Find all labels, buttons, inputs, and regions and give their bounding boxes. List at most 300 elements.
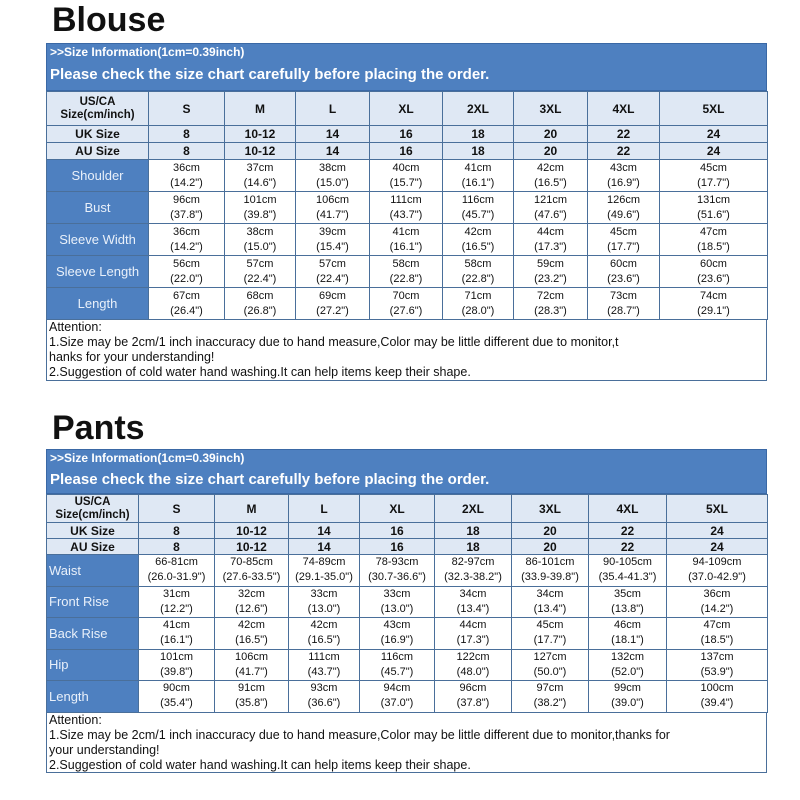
inch-value: (28.3") xyxy=(534,304,567,317)
measure-row xyxy=(47,681,768,713)
cm-value: 121cm xyxy=(533,193,568,206)
inch-value: (18.1") xyxy=(611,634,644,647)
cm-value: 94cm xyxy=(383,682,411,695)
inch-value: (12.6") xyxy=(235,602,268,615)
cm-value: 39cm xyxy=(319,225,346,238)
measure-cell xyxy=(512,555,589,587)
measure-cell xyxy=(139,555,215,587)
measure-cell xyxy=(215,586,289,618)
au-size-row xyxy=(47,539,768,555)
cm-value: 42cm xyxy=(310,619,338,632)
inch-value: (14.2") xyxy=(170,176,203,189)
inch-value: (38.2") xyxy=(533,697,567,710)
cm-value: 45cm xyxy=(536,619,564,632)
inch-value: (16.1") xyxy=(389,240,423,253)
measure-row xyxy=(47,224,768,256)
size-cell: 10-12 xyxy=(225,143,296,160)
inch-value: (37.0") xyxy=(380,697,414,710)
measure-cell xyxy=(360,586,435,618)
measure-cell xyxy=(588,192,660,224)
measure-cell xyxy=(360,681,435,713)
measure-cell xyxy=(225,160,296,192)
inch-value: (14.6") xyxy=(243,176,277,189)
us-size-label: US/CA Size(cm/inch) xyxy=(47,495,139,523)
size-cell: 14 xyxy=(289,539,360,555)
measure-cell xyxy=(660,160,768,192)
measure-cell xyxy=(289,586,360,618)
measure-row xyxy=(47,618,768,650)
cm-value: 58cm xyxy=(464,257,492,270)
cm-value: 57cm xyxy=(246,257,274,270)
measure-row xyxy=(47,160,768,192)
measure-cell xyxy=(215,555,289,587)
pants-size-table xyxy=(46,494,768,713)
cm-value: 74cm xyxy=(700,289,727,302)
measure-cell xyxy=(296,160,370,192)
measure-row xyxy=(47,555,768,587)
measure-cell xyxy=(443,224,514,256)
attention-line: your understanding! xyxy=(49,742,160,757)
inch-value: (45.7") xyxy=(461,208,495,221)
measure-cell xyxy=(667,618,768,650)
inch-value: (23.6") xyxy=(607,272,640,285)
size-cell: 22 xyxy=(588,126,660,143)
inch-value: (28.0") xyxy=(461,304,495,317)
measure-cell xyxy=(149,160,225,192)
measure-cell xyxy=(435,618,512,650)
size-cell: 18 xyxy=(435,523,512,539)
inch-value: (14.2") xyxy=(700,602,734,615)
measure-cell xyxy=(588,160,660,192)
check-notice: Please check the size chart carefully before placing the order. xyxy=(50,471,490,488)
measure-label: Front Rise xyxy=(47,586,139,618)
measure-cell xyxy=(435,649,512,681)
measure-cell xyxy=(660,288,768,320)
cm-value: 42cm xyxy=(537,161,564,174)
cm-value: 34cm xyxy=(536,587,564,600)
inch-value: (13.8") xyxy=(611,602,644,615)
measure-cell xyxy=(139,586,215,618)
inch-value: (26.8") xyxy=(243,304,277,317)
cm-value: 90-105cm xyxy=(603,556,652,569)
cm-value: 127cm xyxy=(533,650,567,663)
measure-cell xyxy=(139,649,215,681)
size-cell: 14 xyxy=(289,523,360,539)
size-cell: 14 xyxy=(296,126,370,143)
inch-value: (26.0-31.9") xyxy=(147,571,206,584)
measure-cell xyxy=(512,681,589,713)
measure-cell xyxy=(215,681,289,713)
inch-value: (23.6") xyxy=(697,272,730,285)
size-cell: 16 xyxy=(370,126,443,143)
measure-label: Hip xyxy=(47,649,139,681)
cm-value: 90cm xyxy=(163,682,190,695)
measure-cell xyxy=(514,160,588,192)
size-cell: 14 xyxy=(296,143,370,160)
cm-value: 111cm xyxy=(390,193,422,206)
cm-value: 106cm xyxy=(315,193,350,206)
measure-cell xyxy=(149,288,225,320)
inch-value: (47.6") xyxy=(534,208,567,221)
size-cell: 20 xyxy=(512,523,589,539)
cm-value: 38cm xyxy=(319,161,346,174)
cm-value: 41cm xyxy=(464,161,492,174)
inch-value: (17.7") xyxy=(697,176,730,189)
inch-value: (48.0") xyxy=(456,665,490,678)
cm-value: 72cm xyxy=(537,289,564,302)
cm-value: 86-101cm xyxy=(525,556,575,569)
size-cell: 4XL xyxy=(589,495,667,523)
size-cell: XL xyxy=(370,92,443,126)
inch-value: (39.8") xyxy=(243,208,277,221)
inch-value: (17.7") xyxy=(607,240,640,253)
cm-value: 126cm xyxy=(606,193,641,206)
inch-value: (39.0") xyxy=(611,697,644,710)
inch-value: (13.4") xyxy=(533,602,567,615)
cm-value: 96cm xyxy=(173,193,200,206)
pants-measure-rows xyxy=(47,555,768,713)
measure-cell xyxy=(435,555,512,587)
inch-value: (16.5") xyxy=(307,634,341,647)
size-cell: L xyxy=(289,495,360,523)
cm-value: 101cm xyxy=(159,650,194,663)
measure-cell xyxy=(139,618,215,650)
measure-cell xyxy=(289,618,360,650)
size-cell: 20 xyxy=(512,539,589,555)
measure-cell xyxy=(589,649,667,681)
cm-value: 58cm xyxy=(392,257,420,270)
cm-value: 59cm xyxy=(537,257,564,270)
measure-cell xyxy=(296,192,370,224)
inch-value: (52.0") xyxy=(611,665,644,678)
measure-row xyxy=(47,256,768,288)
measure-cell xyxy=(589,681,667,713)
cm-value: 36cm xyxy=(703,587,731,600)
cm-value: 32cm xyxy=(238,587,265,600)
measure-cell xyxy=(370,256,443,288)
cm-value: 36cm xyxy=(173,161,200,174)
inch-value: (32.3-38.2") xyxy=(444,571,502,584)
size-cell: 18 xyxy=(435,539,512,555)
size-info-line: >>Size Information(1cm=0.39inch) xyxy=(50,45,245,59)
inch-value: (16.1") xyxy=(461,176,495,189)
inch-value: (15.4") xyxy=(316,240,349,253)
inch-value: (15.0") xyxy=(243,240,277,253)
measure-cell xyxy=(589,555,667,587)
size-cell: 24 xyxy=(667,523,768,539)
size-cell: 4XL xyxy=(588,92,660,126)
inch-value: (35.8") xyxy=(235,697,268,710)
attention-line: 1.Size may be 2cm/1 inch inaccuracy due to hand measure,Color may be little different due to monitor,thanks for xyxy=(49,727,670,742)
cm-value: 101cm xyxy=(243,193,277,206)
cm-value: 106cm xyxy=(234,650,269,663)
size-cell: 18 xyxy=(443,126,514,143)
size-cell: 2XL xyxy=(443,92,514,126)
cm-value: 68cm xyxy=(246,289,274,302)
cm-value: 33cm xyxy=(383,587,411,600)
inch-value: (43.7") xyxy=(389,208,423,221)
pants-size-chart xyxy=(46,449,767,773)
cm-value: 42cm xyxy=(238,619,265,632)
measure-cell xyxy=(443,256,514,288)
cm-value: 57cm xyxy=(319,257,346,270)
measure-cell xyxy=(370,160,443,192)
measure-row xyxy=(47,586,768,618)
blouse-chart-header xyxy=(46,43,767,91)
attention-heading: Attention: xyxy=(49,712,102,727)
size-cell: XL xyxy=(360,495,435,523)
cm-value: 41cm xyxy=(163,619,190,632)
au-size-label: AU Size xyxy=(47,539,139,555)
size-cell: 3XL xyxy=(514,92,588,126)
cm-value: 43cm xyxy=(610,161,637,174)
inch-value: (14.2") xyxy=(170,240,203,253)
cm-value: 38cm xyxy=(246,225,274,238)
au-size-label: AU Size xyxy=(47,143,149,160)
inch-value: (18.5") xyxy=(700,634,734,647)
inch-value: (16.5") xyxy=(534,176,567,189)
uk-size-label: UK Size xyxy=(47,126,149,143)
size-cell: 8 xyxy=(149,143,225,160)
measure-cell xyxy=(443,192,514,224)
cm-value: 69cm xyxy=(319,289,346,302)
size-cell: 16 xyxy=(370,143,443,160)
cm-value: 47cm xyxy=(703,619,731,632)
size-cell: 22 xyxy=(589,523,667,539)
cm-value: 47cm xyxy=(700,225,727,238)
inch-value: (28.7") xyxy=(607,304,640,317)
cm-value: 93cm xyxy=(310,682,338,695)
us-size-label: US/CA Size(cm/inch) xyxy=(47,92,149,126)
measure-cell xyxy=(296,256,370,288)
pants-chart-header xyxy=(46,449,767,494)
inch-value: (16.5") xyxy=(235,634,268,647)
inch-value: (26.4") xyxy=(170,304,203,317)
measure-cell xyxy=(667,586,768,618)
attention-line: 2.Suggestion of cold water hand washing.It can help items keep their shape. xyxy=(49,757,471,772)
inch-value: (37.0-42.9") xyxy=(688,571,746,584)
inch-value: (29.1") xyxy=(697,304,730,317)
measure-cell xyxy=(589,618,667,650)
inch-value: (51.6") xyxy=(697,208,730,221)
pants-title: Pants xyxy=(52,409,145,447)
measure-cell xyxy=(360,555,435,587)
cm-value: 36cm xyxy=(173,225,200,238)
size-cell: 2XL xyxy=(435,495,512,523)
measure-cell xyxy=(360,618,435,650)
inch-value: (53.9") xyxy=(700,665,734,678)
size-cell: 16 xyxy=(360,539,435,555)
cm-value: 94-109cm xyxy=(692,556,742,569)
cm-value: 45cm xyxy=(610,225,637,238)
size-cell: 5XL xyxy=(667,495,768,523)
cm-value: 91cm xyxy=(238,682,265,695)
size-cell: M xyxy=(225,92,296,126)
measure-cell xyxy=(289,649,360,681)
inch-value: (27.6") xyxy=(389,304,423,317)
cm-value: 40cm xyxy=(392,161,420,174)
attention-line: 2.Suggestion of cold water hand washing.It can help items keep their shape. xyxy=(49,365,471,379)
au-size-row xyxy=(47,143,768,160)
cm-value: 44cm xyxy=(537,225,564,238)
cm-value: 56cm xyxy=(173,257,200,270)
measure-cell xyxy=(225,256,296,288)
inch-value: (50.0") xyxy=(533,665,567,678)
inch-value: (12.2") xyxy=(160,602,193,615)
inch-value: (22.4") xyxy=(243,272,277,285)
measure-label: Length xyxy=(47,681,139,713)
size-cell: 10-12 xyxy=(225,126,296,143)
inch-value: (37.8") xyxy=(170,208,203,221)
cm-value: 73cm xyxy=(610,289,637,302)
measure-cell xyxy=(289,555,360,587)
size-info-line: >>Size Information(1cm=0.39inch) xyxy=(50,451,245,465)
measure-label: Back Rise xyxy=(47,618,139,650)
blouse-size-chart xyxy=(46,43,767,381)
size-cell: 24 xyxy=(660,143,768,160)
measure-cell xyxy=(443,160,514,192)
inch-value: (37.8") xyxy=(456,697,490,710)
size-cell: 3XL xyxy=(512,495,589,523)
cm-value: 122cm xyxy=(456,650,490,663)
measure-cell xyxy=(289,681,360,713)
size-cell: 20 xyxy=(514,126,588,143)
cm-value: 42cm xyxy=(464,225,492,238)
size-cell: 22 xyxy=(589,539,667,555)
cm-value: 111cm xyxy=(308,650,340,663)
inch-value: (35.4-41.3") xyxy=(598,571,657,584)
measure-cell xyxy=(512,586,589,618)
cm-value: 100cm xyxy=(700,682,734,695)
measure-cell xyxy=(360,649,435,681)
measure-cell xyxy=(139,681,215,713)
measure-label: Length xyxy=(47,288,149,320)
cm-value: 74-89cm xyxy=(302,556,346,569)
cm-value: 131cm xyxy=(696,193,731,206)
inch-value: (23.2") xyxy=(534,272,567,285)
size-cell: 8 xyxy=(139,523,215,539)
inch-value: (16.9") xyxy=(380,634,414,647)
us-size-row xyxy=(47,92,768,126)
inch-value: (22.8") xyxy=(461,272,495,285)
cm-value: 99cm xyxy=(614,682,641,695)
cm-value: 60cm xyxy=(700,257,727,270)
cm-value: 33cm xyxy=(310,587,338,600)
size-cell: 8 xyxy=(149,126,225,143)
inch-value: (30.7-36.6") xyxy=(368,571,426,584)
cm-value: 45cm xyxy=(700,161,727,174)
size-cell: S xyxy=(149,92,225,126)
cm-value: 96cm xyxy=(459,682,487,695)
inch-value: (17.3") xyxy=(456,634,490,647)
size-cell: 20 xyxy=(514,143,588,160)
measure-label: Bust xyxy=(47,192,149,224)
size-cell: 24 xyxy=(660,126,768,143)
inch-value: (22.8") xyxy=(389,272,423,285)
inch-value: (27.6-33.5") xyxy=(222,571,281,584)
cm-value: 46cm xyxy=(614,619,641,632)
cm-value: 37cm xyxy=(246,161,274,174)
measure-cell xyxy=(370,192,443,224)
size-cell: 8 xyxy=(139,539,215,555)
cm-value: 116cm xyxy=(461,193,495,206)
inch-value: (36.6") xyxy=(307,697,341,710)
measure-cell xyxy=(149,256,225,288)
blouse-size-table xyxy=(46,91,768,320)
inch-value: (39.8") xyxy=(160,665,193,678)
inch-value: (41.7") xyxy=(235,665,268,678)
size-cell: 22 xyxy=(588,143,660,160)
measure-cell xyxy=(660,224,768,256)
measure-cell xyxy=(514,288,588,320)
measure-row xyxy=(47,288,768,320)
measure-cell xyxy=(225,288,296,320)
inch-value: (16.9") xyxy=(607,176,640,189)
cm-value: 66-81cm xyxy=(155,556,198,569)
measure-row xyxy=(47,649,768,681)
measure-cell xyxy=(370,288,443,320)
inch-value: (15.0") xyxy=(316,176,349,189)
inch-value: (41.7") xyxy=(316,208,349,221)
measure-label: Sleeve Length xyxy=(47,256,149,288)
uk-size-row xyxy=(47,523,768,539)
cm-value: 31cm xyxy=(163,587,190,600)
measure-cell xyxy=(225,224,296,256)
blouse-attention xyxy=(46,320,767,381)
measure-cell xyxy=(588,224,660,256)
measure-cell xyxy=(149,192,225,224)
measure-cell xyxy=(443,288,514,320)
measure-label: Waist xyxy=(47,555,139,587)
inch-value: (45.7") xyxy=(380,665,414,678)
measure-cell xyxy=(512,649,589,681)
inch-value: (13.0") xyxy=(380,602,414,615)
cm-value: 70cm xyxy=(392,289,420,302)
cm-value: 116cm xyxy=(380,650,414,663)
uk-size-label: UK Size xyxy=(47,523,139,539)
inch-value: (16.5") xyxy=(461,240,495,253)
inch-value: (15.7") xyxy=(389,176,423,189)
attention-line: hanks for your understanding! xyxy=(49,350,215,364)
measure-cell xyxy=(435,586,512,618)
measure-cell xyxy=(588,256,660,288)
size-cell: 10-12 xyxy=(215,539,289,555)
measure-cell xyxy=(435,681,512,713)
inch-value: (17.3") xyxy=(534,240,567,253)
measure-label: Sleeve Width xyxy=(47,224,149,256)
cm-value: 44cm xyxy=(459,619,487,632)
measure-cell xyxy=(660,192,768,224)
cm-value: 82-97cm xyxy=(451,556,495,569)
measure-cell xyxy=(149,224,225,256)
inch-value: (49.6") xyxy=(607,208,640,221)
size-cell: 16 xyxy=(360,523,435,539)
cm-value: 132cm xyxy=(610,650,645,663)
cm-value: 67cm xyxy=(173,289,200,302)
blouse-title: Blouse xyxy=(52,1,166,39)
cm-value: 71cm xyxy=(464,289,492,302)
measure-cell xyxy=(660,256,768,288)
inch-value: (33.9-39.8") xyxy=(521,571,579,584)
inch-value: (27.2") xyxy=(316,304,349,317)
inch-value: (16.1") xyxy=(160,634,193,647)
size-cell: 10-12 xyxy=(215,523,289,539)
us-size-row xyxy=(47,495,768,523)
measure-cell xyxy=(512,618,589,650)
measure-cell xyxy=(215,649,289,681)
attention-line: 1.Size may be 2cm/1 inch inaccuracy due to hand measure,Color may be little different due to monitor,t xyxy=(49,335,619,349)
cm-value: 35cm xyxy=(614,587,641,600)
